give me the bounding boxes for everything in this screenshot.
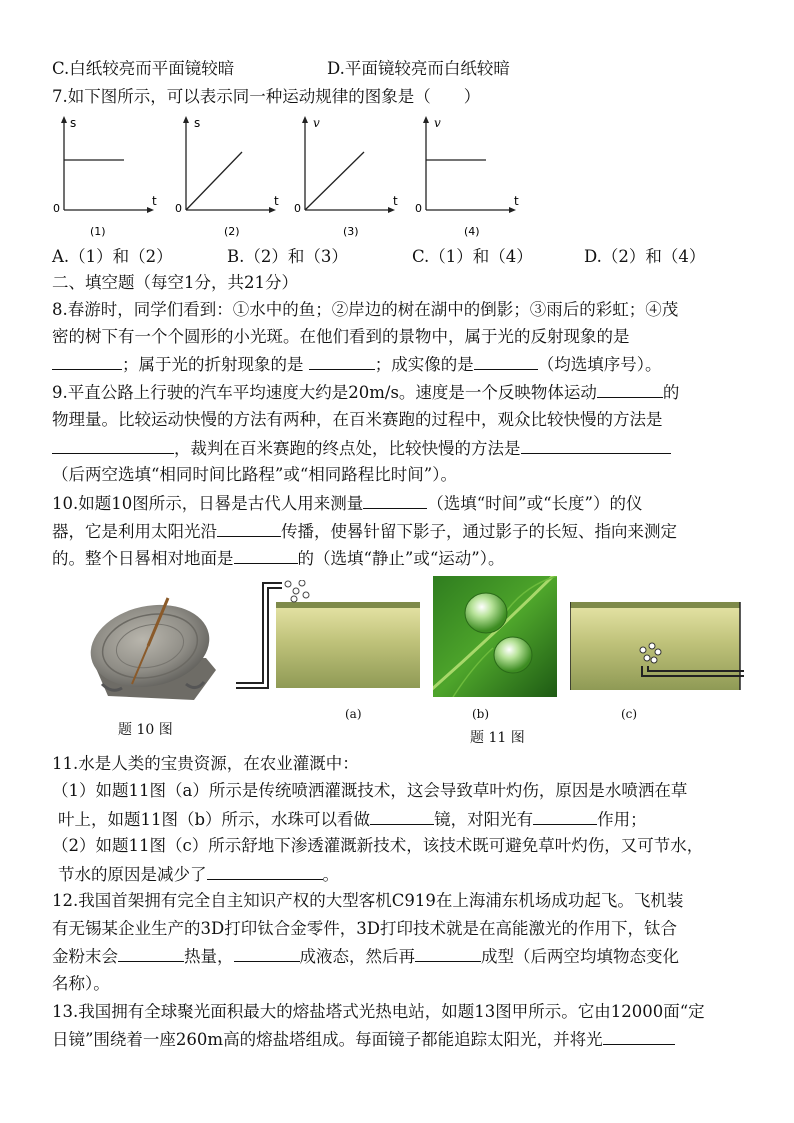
graph-caption: (1) <box>90 225 106 238</box>
q13-line-2 <box>52 1028 675 1051</box>
q11-line-5 <box>58 863 339 886</box>
fig11c-diagram <box>570 580 744 690</box>
graph-caption: (4) <box>464 225 480 238</box>
answer-blank[interactable] <box>207 863 323 880</box>
fig11-caption: 题 11 图 <box>470 730 525 746</box>
text: 节水的原因是减少了 <box>58 865 207 884</box>
y-axis-label: s <box>70 116 77 130</box>
answer-blank[interactable] <box>217 520 281 537</box>
graph-svg <box>50 112 160 242</box>
graph-svg <box>291 112 401 242</box>
graph-svg <box>412 112 522 242</box>
q9-line-4: （后两空选填“相同时间比路程”或“相同路程比时间”）。 <box>52 465 457 484</box>
text: 的（选填“静止”或“运动”）。 <box>297 549 505 568</box>
x-axis-label: t <box>152 194 157 208</box>
q13-line-1: 13.我国拥有全球聚光面积最大的熔盐塔式光热电站，如题13图甲所示。它由12000面“定 <box>52 1002 705 1021</box>
text: 日镜”围绕着一座260m高的熔盐塔组成。每面镜子都能追踪太阳光，并将光 <box>52 1030 603 1049</box>
q7-option-a: A.（1）和（2） <box>52 247 173 266</box>
answer-blank[interactable] <box>603 1028 675 1045</box>
text: 成液态，然后再 <box>299 947 415 966</box>
q7-graph-4 <box>412 112 522 242</box>
graph-svg <box>172 112 282 242</box>
q7-graph-1 <box>50 112 160 242</box>
graph-caption: (2) <box>224 225 240 238</box>
text: 作用； <box>597 810 647 829</box>
text: ；属于光的折射现象的是 <box>122 355 309 374</box>
answer-blank[interactable] <box>415 945 481 962</box>
y-axis-label: v <box>313 116 320 130</box>
fig11a-label: (a) <box>345 707 362 721</box>
y-axis-label: v <box>434 116 441 130</box>
q6-option-c: C.白纸较亮而平面镜较暗 <box>52 59 235 78</box>
answer-blank[interactable] <box>521 437 671 454</box>
origin-label: 0 <box>415 202 422 215</box>
text: 金粉末会 <box>52 947 118 966</box>
graph-line <box>186 152 242 210</box>
answer-blank[interactable] <box>234 547 298 564</box>
q11-line-1: 11.水是人类的宝贵资源，在农业灌溉中： <box>52 754 359 773</box>
q7-option-b: B.（2）和（3） <box>227 247 348 266</box>
text: 。 <box>322 865 339 884</box>
q8-line-2: 密的树下有一个个圆形的小光斑。在他们看到的景物中，属于光的反射现象的是 <box>52 327 630 346</box>
fig11b-label: (b) <box>472 707 490 721</box>
text: 的。整个日晷相对地面是 <box>52 549 234 568</box>
text: 9.平直公路上行驶的汽车平均速度大约是20m/s。速度是一个反映物体运动 <box>52 383 597 402</box>
origin-label: 0 <box>294 202 301 215</box>
origin-label: 0 <box>175 202 182 215</box>
q7-graph-2 <box>172 112 282 242</box>
graph-line <box>305 152 364 210</box>
q8-line-3 <box>52 353 662 376</box>
answer-blank[interactable] <box>52 353 122 370</box>
answer-blank[interactable] <box>533 808 597 825</box>
q12-line-3 <box>52 945 679 968</box>
x-axis-label: t <box>514 194 519 208</box>
x-axis-label: t <box>393 194 398 208</box>
text: 10.如题10图所示，日晷是古代人用来测量 <box>52 494 364 513</box>
text: 热量， <box>184 947 234 966</box>
answer-blank[interactable] <box>363 492 427 509</box>
fig11b-leaf-photo <box>433 576 557 697</box>
text: 镜，对阳光有 <box>434 810 534 829</box>
q10-line-3 <box>52 547 505 570</box>
q8-line-1: 8.春游时，同学们看到：①水中的鱼；②岸边的树在湖中的倒影；③雨后的彩虹；④茂 <box>52 300 679 319</box>
q11-line-2: （1）如题11图（a）所示是传统喷洒灌溉技术，这会导致草叶灼伤，原因是水喷洒在草 <box>52 781 688 800</box>
text: 的 <box>662 383 680 402</box>
text: 传播，使晷针留下影子，通过影子的长短、指向来测定 <box>281 522 677 541</box>
q7-stem: 7.如下图所示，可以表示同一种运动规律的图象是（ ） <box>52 87 481 106</box>
q9-line-3 <box>52 437 671 460</box>
q9-line-1 <box>52 381 679 404</box>
fig10-caption: 题 10 图 <box>118 722 173 738</box>
answer-blank[interactable] <box>309 353 375 370</box>
text: ，裁判在百米赛跑的终点处，比较快慢的方法是 <box>174 439 521 458</box>
text: （选填“时间”或“长度”）的仪 <box>427 494 643 513</box>
q10-line-2 <box>52 520 677 543</box>
q7-option-d: D.（2）和（4） <box>584 247 706 266</box>
fig11c-label: (c) <box>621 707 638 721</box>
y-axis-label: s <box>194 116 201 130</box>
q7-option-c: C.（1）和（4） <box>412 247 533 266</box>
q11-line-4: （2）如题11图（c）所示舒地下渗透灌溉新技术，该技术既可避免草叶灼伤，又可节水， <box>52 836 704 855</box>
text: （均选填序号）。 <box>537 355 662 374</box>
fig11a-diagram <box>236 580 420 690</box>
origin-label: 0 <box>53 202 60 215</box>
sundial-image <box>82 584 222 704</box>
text: ；成实像的是 <box>374 355 474 374</box>
text: 成型（后两空均填物态变化 <box>481 947 679 966</box>
answer-blank[interactable] <box>118 945 184 962</box>
q12-line-1: 12.我国首架拥有完全自主知识产权的大型客机C919在上海浦东机场成功起飞。飞机装 <box>52 891 684 910</box>
section-2-title: 二、填空题（每空1分，共21分） <box>52 273 298 292</box>
q11-line-3 <box>58 808 647 831</box>
x-axis-label: t <box>274 194 279 208</box>
answer-blank[interactable] <box>474 353 538 370</box>
text: 叶上，如题11图（b）所示，水珠可以看做 <box>58 810 371 829</box>
q10-line-1 <box>52 492 643 515</box>
q12-line-4: 名称）。 <box>52 974 110 993</box>
answer-blank[interactable] <box>234 945 300 962</box>
q6-option-d: D.平面镜较亮而白纸较暗 <box>327 59 510 78</box>
q7-graph-3 <box>291 112 401 242</box>
answer-blank[interactable] <box>52 437 174 454</box>
text: 器，它是利用太阳光沿 <box>52 522 217 541</box>
answer-blank[interactable] <box>370 808 434 825</box>
graph-caption: (3) <box>343 225 359 238</box>
answer-blank[interactable] <box>597 381 663 398</box>
q9-line-2: 物理量。比较运动快慢的方法有两种，在百米赛跑的过程中，观众比较快慢的方法是 <box>52 410 663 429</box>
q12-line-2: 有无锡某企业生产的3D打印钛合金零件，3D打印技术就是在高能激光的作用下，钛合 <box>52 919 677 938</box>
